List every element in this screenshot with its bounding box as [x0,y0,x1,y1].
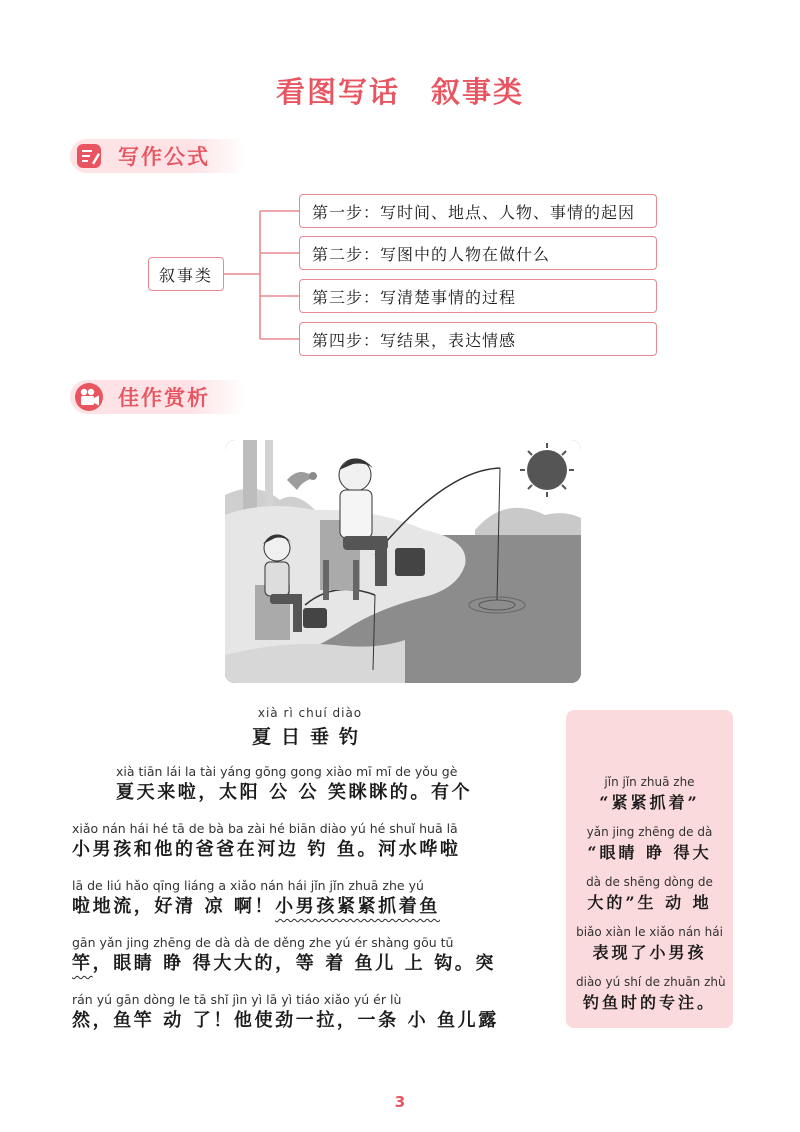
formula-step-3: 第三步：写清楚事情的过程 [299,279,657,313]
formula-step-2: 第二步：写图中的人物在做什么 [299,236,657,270]
line-text: 夏天来啦，太阳 公 公 笑眯眯的。有个 [116,782,473,803]
note-text: 大的”生 动 地 [587,893,712,912]
line-pinyin: xiǎo nán hái hé tā de bà ba zài hé biān diào yú hé shuǐ huā lā [72,821,458,836]
line-text-plain: ，眼睛 睁 得大大的，等 着 鱼儿 上 钩。突 [92,953,497,974]
note-text: “紧紧抓着” [599,793,700,812]
formula-step-1: 第一步：写时间、地点、人物、事情的起因 [299,194,657,228]
note-line [576,974,726,1015]
line-text-plain: 啦地流，好清 凉 啊！ [72,896,276,917]
page-title: 看图写话 叙事类 [275,75,524,109]
line-text [72,951,534,977]
fishing-scene-image [225,440,581,683]
note-pinyin: diào yú shí de zhuān zhù [576,975,726,989]
note-text: 表现了小男孩 [592,943,707,962]
highlighted-phrase: 小男孩紧紧抓着鱼 [275,896,440,917]
section-label-example: 佳作赏析 [118,386,210,410]
mindmap-connectors [224,190,304,360]
page-number: 3 [394,1093,406,1111]
section-header-formula [70,139,245,173]
note-line [576,774,723,815]
note-line [576,874,723,915]
fishing-illustration [225,440,581,683]
line-pinyin: gān yǎn jing zhēng de dà dà de děng zhe yú ér shàng gōu tū [72,935,454,950]
note-pinyin: biǎo xiàn le xiǎo nán hái [576,925,723,939]
story-line [72,763,534,806]
formula-step-4: 第四步：写结果，表达情感 [299,322,657,356]
story-title-pinyin: xià rì chuí diào [257,706,363,720]
note-pinyin: dà de shēng dòng de [586,875,713,889]
section-label-formula: 写作公式 [118,145,210,169]
note-line [576,924,723,965]
side-note-box [566,710,733,1028]
section-header-example [70,380,245,414]
story-line [72,877,534,920]
story-title: 夏日垂钓 [251,726,368,748]
line-text: 小男孩和他的爸爸在河边 钓 鱼。河水哗啦 [72,839,461,860]
note-text: 钓鱼时的专注。 [582,993,716,1012]
line-pinyin: xià tiān lái la tài yáng gōng gong xiào mī mī de yǒu gè [116,764,458,779]
note-line [576,824,723,865]
line-text [72,894,534,920]
camera-icon [74,382,104,412]
line-pinyin: rán yú gān dòng le tā shǐ jìn yì lā yì tiáo xiǎo yú ér lù [72,992,402,1007]
note-pinyin: jǐn jǐn zhuā zhe [604,775,695,789]
story-title-block [230,706,390,749]
pencil-note-icon [74,141,104,171]
line-text: 然，鱼竿 动 了！他使劲一拉，一条 小 鱼儿露 [72,1010,499,1031]
highlighted-phrase: 竿 [72,953,93,974]
note-text: “眼睛 睁 得大 [587,843,712,862]
story-line [72,934,534,977]
line-pinyin: lā de liú hǎo qīng liáng a xiǎo nán hái jǐn jǐn zhuā zhe yú [72,878,424,893]
story-line [72,991,534,1034]
note-pinyin: yǎn jing zhēng de dà [586,825,713,839]
mindmap-root: 叙事类 [148,257,224,291]
story-line [72,820,534,863]
